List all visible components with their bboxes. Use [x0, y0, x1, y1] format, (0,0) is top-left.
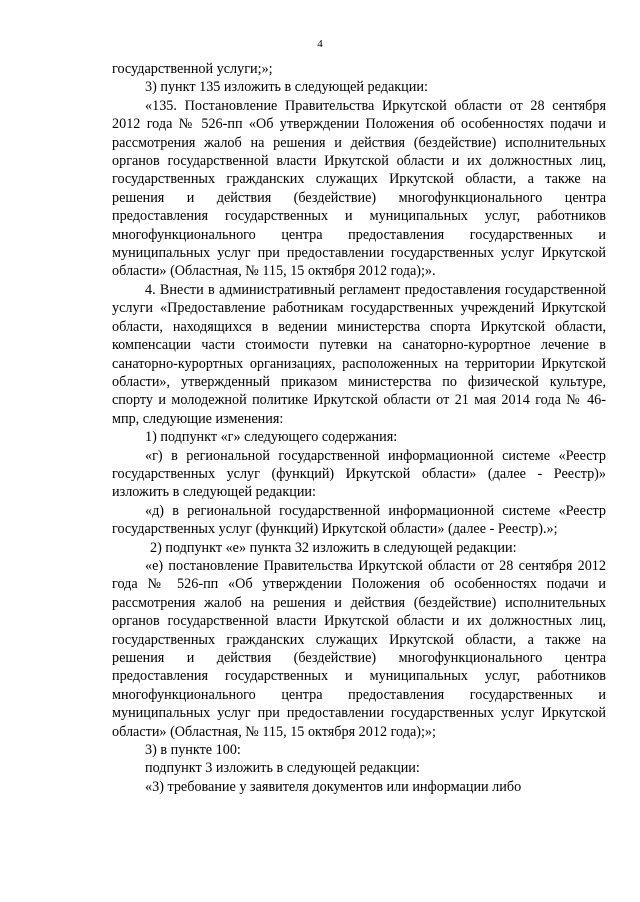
paragraph-1: государственной услуги;»;	[112, 61, 273, 77]
paragraph-2: 3) пункт 135 изложить в следующей редакции:	[145, 79, 428, 96]
paragraph-7: «д) в региональной государственной информационной системе «Реестр государственных услуг (функций) Иркутской области» (далее - Реестр).»;	[112, 502, 606, 538]
paragraph-8: 2) подпункт «е» пункта 32 изложить в следующей редакции:	[150, 539, 517, 556]
paragraph-12: «3) требование у заявителя документов или информации либо	[145, 778, 522, 795]
paragraph-11: подпункт 3 изложить в следующей редакции:	[145, 760, 420, 777]
paragraph-9: «е) постановление Правительства Иркутской области от 28 сентября 2012 года № 526-пп «Об утверждении Положения об особенностях подачи и рассмотрения жалоб на решения и действия (бездействие) исполнительных органов государственной власти Иркутской области и их должностных лиц, государственных гражданских служащих Иркутской области, а также на решения и действия (бездействие) многофункционального центра предоставления государственных и муниципальных услуг, работников многофункционального центра предоставления государственных и муниципальных услуг при предоставлении государственных услуг Иркутской области» (Областная, № 115, 15 октября 2012 года);»;	[112, 557, 606, 740]
paragraph-10: 3) в пункте 100:	[145, 742, 241, 759]
paragraph-3: «135. Постановление Правительства Иркутской области от 28 сентября 2012 года № 526-пп «Об утверждении Положения об особенностях подачи и рассмотрения жалоб на решения и действия (бездействие) исполнительных органов государственной власти Иркутской области и их должностных лиц, государственных гражданских служащих Иркутской области, а также на решения и действия (бездействие) многофункционального центра предоставления государственных и муниципальных услуг, работников многофункционального центра предоставления государственных и муниципальных услуг при предоставлении государственных услуг Иркутской области» (Областная, № 115, 15 октября 2012 года);».	[112, 97, 606, 280]
page-number: 4	[317, 38, 323, 50]
paragraph-5: 1) подпункт «г» следующего содержания:	[145, 429, 398, 446]
paragraph-4: 4. Внести в административный регламент предоставления государственной услуги «Предоставление работникам государственных учреждений Иркутской области, находящихся в ведении министерства спорта Иркутской области, компенсации части стоимости путевки на санаторно-курортное лечение в санаторно-курортных организациях, расположенных на территории Иркутской области», утвержденный приказом министерства по физической культуре, спорту и молодежной политике Иркутской области от 21 мая 2014 года № 46-мпр, следующие изменения:	[112, 281, 606, 427]
document-body	[112, 60, 606, 796]
paragraph-6: «г) в региональной государственной информационной системе «Реестр государственных услуг (функций) Иркутской области» (далее - Реестр)» изложить в следующей редакции:	[112, 447, 606, 501]
